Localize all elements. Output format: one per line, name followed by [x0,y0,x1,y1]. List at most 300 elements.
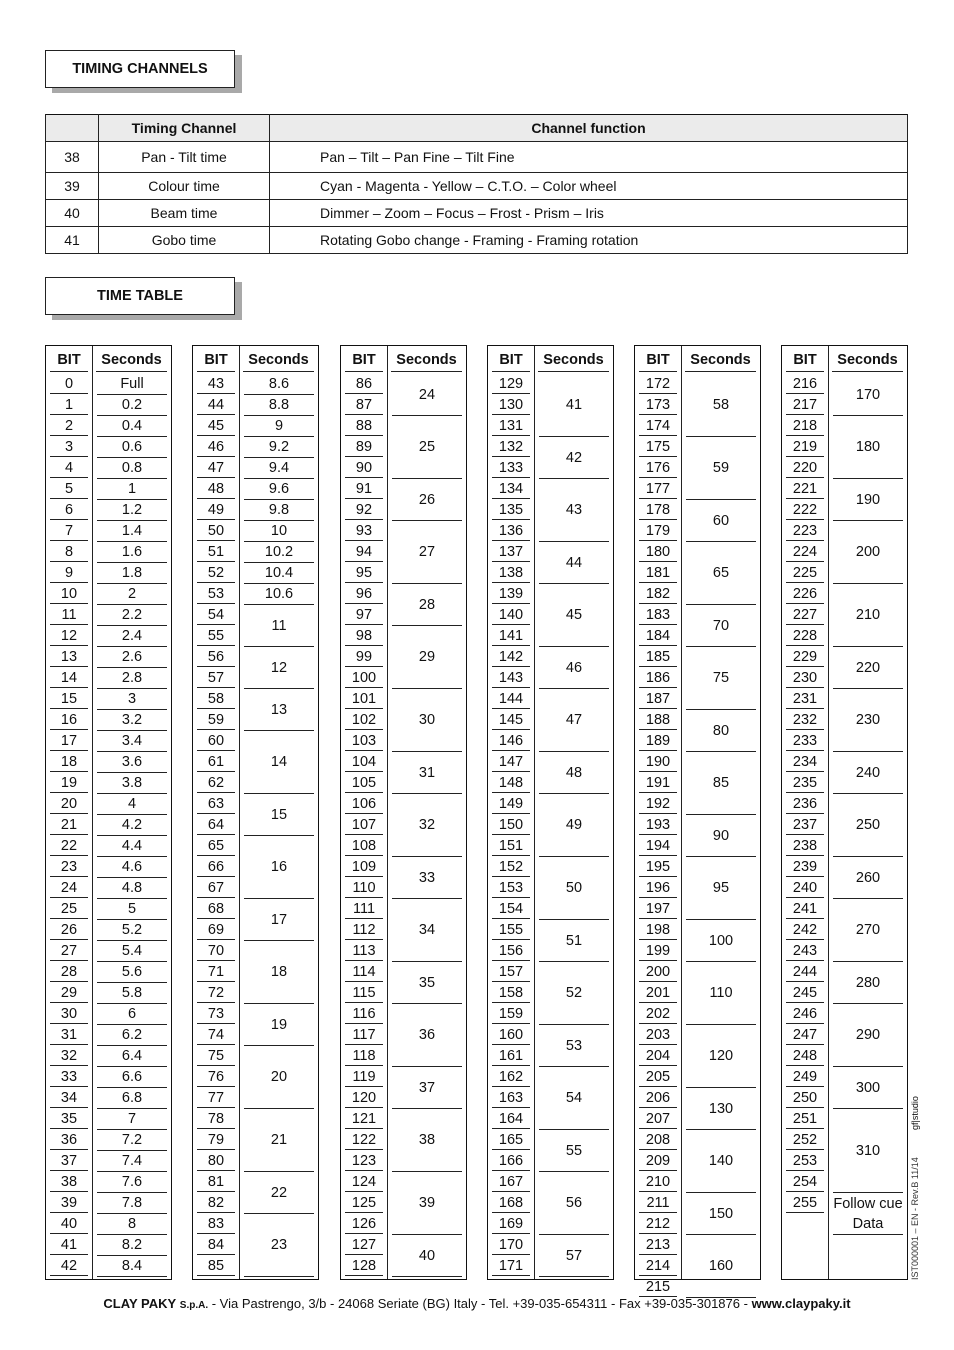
bit-value: 189 [639,731,677,751]
bit-value: 63 [197,794,235,814]
bit-value: 188 [639,710,677,730]
bit-value: 164 [492,1109,530,1129]
bit-value: 23 [50,857,88,877]
bit-value: 11 [50,605,88,625]
seconds-value: 24 [392,374,462,416]
seconds-value: 0.6 [97,437,167,458]
bit-value: 225 [786,563,824,583]
seconds-value: Full [97,374,167,395]
bit-value: 3 [50,437,88,457]
bit-value: 241 [786,899,824,919]
seconds-header: Seconds [243,352,314,372]
bit-value: 138 [492,563,530,583]
seconds-value: 8.2 [97,1235,167,1256]
bit-value: 151 [492,836,530,856]
bit-value: 181 [639,563,677,583]
bit-value: 232 [786,710,824,730]
bit-value: 154 [492,899,530,919]
channel-name: Pan - Tilt time [99,142,270,173]
seconds-value: 18 [244,941,314,1004]
bit-value: 123 [345,1151,383,1171]
seconds-value: 180 [833,416,903,479]
bit-value: 134 [492,479,530,499]
bit-value: 53 [197,584,235,604]
bit-header: BIT [639,352,677,372]
seconds-value: 140 [686,1130,756,1193]
col-header-channel-function: Channel function [270,115,908,142]
bit-value: 148 [492,773,530,793]
bit-value: 50 [197,521,235,541]
bit-value: 79 [197,1130,235,1150]
bit-value: 8 [50,542,88,562]
seconds-value: 57 [539,1235,609,1277]
bit-value: 230 [786,668,824,688]
bit-value: 113 [345,941,383,961]
seconds-value: 230 [833,689,903,752]
bit-value: 195 [639,857,677,877]
bit-value: 204 [639,1046,677,1066]
seconds-value: 290 [833,1004,903,1067]
bit-value: 177 [639,479,677,499]
bit-value: 251 [786,1109,824,1129]
seconds-value: 4 [97,794,167,815]
seconds-value: 300 [833,1067,903,1109]
seconds-value: 270 [833,899,903,962]
bit-value: 245 [786,983,824,1003]
bit-value: 226 [786,584,824,604]
bit-value: 180 [639,542,677,562]
bit-value: 18 [50,752,88,772]
bit-value: 223 [786,521,824,541]
col-header-num [46,115,99,142]
bit-value: 238 [786,836,824,856]
bit-value: 16 [50,710,88,730]
bit-header: BIT [786,352,824,372]
bit-value: 234 [786,752,824,772]
seconds-value: 20 [244,1046,314,1109]
seconds-value: 9.6 [244,479,314,500]
seconds-value: 130 [686,1088,756,1130]
bit-value: 12 [50,626,88,646]
seconds-value: 210 [833,584,903,647]
bit-value: 70 [197,941,235,961]
bit-value: 149 [492,794,530,814]
bit-value: 57 [197,668,235,688]
seconds-value: 2.8 [97,668,167,689]
column-divider [534,346,535,1279]
seconds-value: 1.6 [97,542,167,563]
time-table-header [786,352,903,372]
bit-value: 69 [197,920,235,940]
bit-value: 32 [50,1046,88,1066]
bit-value: 13 [50,647,88,667]
bit-value: 216 [786,374,824,394]
bit-value: 106 [345,794,383,814]
bit-value: 135 [492,500,530,520]
bit-value: 184 [639,626,677,646]
seconds-value: 240 [833,752,903,794]
bit-value: 168 [492,1193,530,1213]
seconds-value: 27 [392,521,462,584]
bit-value: 89 [345,437,383,457]
bit-value: 165 [492,1130,530,1150]
timing-channels-heading: TIMING CHANNELS [45,50,235,88]
bit-value: 132 [492,437,530,457]
bit-value: 83 [197,1214,235,1234]
studio-mark: gf|studio [910,1096,920,1130]
seconds-value: 2.6 [97,647,167,668]
channel-name: Colour time [99,173,270,200]
bit-value: 183 [639,605,677,625]
bit-value: 147 [492,752,530,772]
bit-value: 59 [197,710,235,730]
bit-value: 185 [639,647,677,667]
bit-value: 68 [197,899,235,919]
bit-value: 152 [492,857,530,877]
bit-value: 174 [639,416,677,436]
bit-value: 95 [345,563,383,583]
channel-name: Beam time [99,200,270,227]
column-divider [387,346,388,1279]
seconds-value: 5.4 [97,941,167,962]
channel-number: 41 [46,227,99,254]
bit-value: 102 [345,710,383,730]
seconds-list [686,374,756,1298]
bit-header: BIT [492,352,530,372]
bit-value: 85 [197,1256,235,1276]
bit-value: 62 [197,773,235,793]
bit-value: 26 [50,920,88,940]
bit-value: 45 [197,416,235,436]
seconds-value: 51 [539,920,609,962]
seconds-value: 22 [244,1172,314,1214]
bit-value: 173 [639,395,677,415]
bit-value: 133 [492,458,530,478]
seconds-list [244,374,314,1277]
column-divider [239,346,240,1279]
channel-function: Rotating Gobo change - Framing - Framing rotation [270,227,908,254]
seconds-value: 3.8 [97,773,167,794]
bit-value: 215 [639,1277,677,1297]
bit-value: 41 [50,1235,88,1255]
bit-value: 222 [786,500,824,520]
table-row [46,173,908,200]
bit-value: 212 [639,1214,677,1234]
bit-value: 65 [197,836,235,856]
column-divider [681,346,682,1279]
bit-value: 107 [345,815,383,835]
bit-list [492,374,530,1277]
bit-value: 0 [50,374,88,394]
seconds-value: 9.4 [244,458,314,479]
seconds-value: 17 [244,899,314,941]
bit-value: 193 [639,815,677,835]
seconds-value: 170 [833,374,903,416]
bit-list [197,374,235,1277]
seconds-value: 6 [97,1004,167,1025]
bit-value: 127 [345,1235,383,1255]
seconds-value: 45 [539,584,609,647]
table-row [46,200,908,227]
company-address: - Via Pastrengo, 3/b - 24068 Seriate (BG) Italy - Tel. +39-035-654311 - Fax +39-035-301876 - [208,1296,752,1311]
seconds-value: 1.4 [97,521,167,542]
bit-value: 205 [639,1067,677,1087]
seconds-value: Follow cue Data [833,1193,903,1235]
seconds-value: 26 [392,479,462,521]
seconds-value: 2 [97,584,167,605]
seconds-value: 85 [686,752,756,815]
seconds-value: 7.2 [97,1130,167,1151]
bit-value: 92 [345,500,383,520]
seconds-value: 0.8 [97,458,167,479]
seconds-value: 13 [244,689,314,731]
time-table-column-4 [487,345,614,1280]
bit-value: 131 [492,416,530,436]
seconds-value: 1.8 [97,563,167,584]
col-header-timing-channel: Timing Channel [99,115,270,142]
seconds-value: 52 [539,962,609,1025]
seconds-value: 38 [392,1109,462,1172]
bit-list [786,374,824,1214]
seconds-value: 50 [539,857,609,920]
seconds-value: 0.4 [97,416,167,437]
seconds-value: 1.2 [97,500,167,521]
bit-header: BIT [345,352,383,372]
bit-value: 158 [492,983,530,1003]
bit-value: 111 [345,899,383,919]
seconds-value: 10.4 [244,563,314,584]
seconds-value: 47 [539,689,609,752]
bit-value: 108 [345,836,383,856]
bit-value: 56 [197,647,235,667]
seconds-list [833,374,903,1235]
seconds-value: 4.8 [97,878,167,899]
bit-value: 28 [50,962,88,982]
bit-value: 72 [197,983,235,1003]
bit-value: 112 [345,920,383,940]
seconds-value: 37 [392,1067,462,1109]
bit-value: 137 [492,542,530,562]
bit-value: 33 [50,1067,88,1087]
website-link[interactable]: www.claypaky.it [751,1296,851,1311]
bit-value: 128 [345,1256,383,1276]
timing-channels-table [45,114,908,254]
bit-value: 80 [197,1151,235,1171]
seconds-value: 8.4 [97,1256,167,1277]
bit-value: 6 [50,500,88,520]
seconds-value: 54 [539,1067,609,1130]
bit-value: 66 [197,857,235,877]
bit-value: 20 [50,794,88,814]
bit-value: 194 [639,836,677,856]
bit-value: 207 [639,1109,677,1129]
bit-value: 197 [639,899,677,919]
channel-number: 40 [46,200,99,227]
seconds-value: 8.6 [244,374,314,395]
seconds-value: 1 [97,479,167,500]
bit-value: 75 [197,1046,235,1066]
time-table-header [197,352,314,372]
bit-value: 61 [197,752,235,772]
seconds-value: 310 [833,1109,903,1193]
bit-value: 166 [492,1151,530,1171]
bit-value: 141 [492,626,530,646]
seconds-value: 7.4 [97,1151,167,1172]
seconds-list [392,374,462,1277]
seconds-value: 3 [97,689,167,710]
seconds-value: 39 [392,1172,462,1235]
bit-value: 214 [639,1256,677,1276]
column-divider [92,346,93,1279]
bit-value: 246 [786,1004,824,1024]
seconds-value: 6.2 [97,1025,167,1046]
seconds-value: 30 [392,689,462,752]
bit-value: 117 [345,1025,383,1045]
seconds-header: Seconds [538,352,609,372]
seconds-value: 41 [539,374,609,437]
time-table-column-6 [781,345,908,1280]
bit-value: 210 [639,1172,677,1192]
bit-value: 119 [345,1067,383,1087]
bit-value: 1 [50,395,88,415]
seconds-value: 110 [686,962,756,1025]
bit-value: 30 [50,1004,88,1024]
seconds-value: 44 [539,542,609,584]
bit-value: 254 [786,1172,824,1192]
seconds-value: 65 [686,542,756,605]
time-table-heading: TIME TABLE [45,277,235,315]
bit-value: 224 [786,542,824,562]
bit-value: 105 [345,773,383,793]
bit-value: 52 [197,563,235,583]
time-table-column-3 [340,345,467,1280]
seconds-value: 9 [244,416,314,437]
bit-value: 44 [197,395,235,415]
bit-value: 255 [786,1193,824,1213]
bit-value: 43 [197,374,235,394]
channel-function: Dimmer – Zoom – Focus – Frost - Prism – Iris [270,200,908,227]
seconds-value: 49 [539,794,609,857]
seconds-value: 8 [97,1214,167,1235]
seconds-value: 8.8 [244,395,314,416]
bit-value: 81 [197,1172,235,1192]
bit-value: 130 [492,395,530,415]
seconds-value: 11 [244,605,314,647]
bit-value: 36 [50,1130,88,1150]
bit-value: 213 [639,1235,677,1255]
bit-value: 200 [639,962,677,982]
seconds-value: 46 [539,647,609,689]
time-table-header [492,352,609,372]
seconds-value: 34 [392,899,462,962]
seconds-value: 4.2 [97,815,167,836]
seconds-value: 5 [97,899,167,920]
document-code: IST000001 – EN - Rev.B 11/14 [910,1157,920,1280]
bit-value: 64 [197,815,235,835]
seconds-value: 7.8 [97,1193,167,1214]
bit-value: 182 [639,584,677,604]
bit-value: 34 [50,1088,88,1108]
bit-value: 73 [197,1004,235,1024]
seconds-value: 120 [686,1025,756,1088]
bit-value: 47 [197,458,235,478]
bit-value: 139 [492,584,530,604]
bit-value: 126 [345,1214,383,1234]
bit-value: 84 [197,1235,235,1255]
bit-value: 217 [786,395,824,415]
bit-value: 103 [345,731,383,751]
time-table-header [345,352,462,372]
bit-value: 203 [639,1025,677,1045]
seconds-value: 10 [244,521,314,542]
bit-value: 101 [345,689,383,709]
bit-value: 97 [345,605,383,625]
seconds-value: 48 [539,752,609,794]
bit-value: 110 [345,878,383,898]
seconds-value: 200 [833,521,903,584]
seconds-value: 40 [392,1235,462,1277]
bit-value: 129 [492,374,530,394]
bit-value: 233 [786,731,824,751]
bit-value: 22 [50,836,88,856]
bit-value: 77 [197,1088,235,1108]
bit-header: BIT [197,352,235,372]
time-table-column-5 [634,345,761,1295]
seconds-value: 100 [686,920,756,962]
bit-value: 171 [492,1256,530,1276]
bit-value: 201 [639,983,677,1003]
bit-value: 144 [492,689,530,709]
bit-value: 143 [492,668,530,688]
bit-value: 172 [639,374,677,394]
seconds-value: 29 [392,626,462,689]
company-suffix: S.p.A. [179,1300,209,1311]
bit-header: BIT [50,352,88,372]
bit-value: 94 [345,542,383,562]
bit-value: 243 [786,941,824,961]
bit-value: 51 [197,542,235,562]
seconds-value: 7 [97,1109,167,1130]
bit-value: 136 [492,521,530,541]
bit-value: 229 [786,647,824,667]
bit-value: 159 [492,1004,530,1024]
seconds-value: 160 [686,1235,756,1298]
bit-value: 240 [786,878,824,898]
bit-value: 140 [492,605,530,625]
bit-value: 176 [639,458,677,478]
company-name: CLAY PAKY [103,1296,177,1311]
bit-value: 175 [639,437,677,457]
bit-value: 86 [345,374,383,394]
bit-value: 46 [197,437,235,457]
bit-value: 244 [786,962,824,982]
bit-value: 74 [197,1025,235,1045]
bit-value: 153 [492,878,530,898]
bit-value: 169 [492,1214,530,1234]
bit-value: 10 [50,584,88,604]
bit-value: 170 [492,1235,530,1255]
bit-value: 5 [50,479,88,499]
bit-value: 220 [786,458,824,478]
bit-value: 55 [197,626,235,646]
bit-value: 116 [345,1004,383,1024]
bit-value: 179 [639,521,677,541]
bit-value: 96 [345,584,383,604]
bit-value: 150 [492,815,530,835]
bit-value: 208 [639,1130,677,1150]
bit-value: 162 [492,1067,530,1087]
bit-value: 206 [639,1088,677,1108]
